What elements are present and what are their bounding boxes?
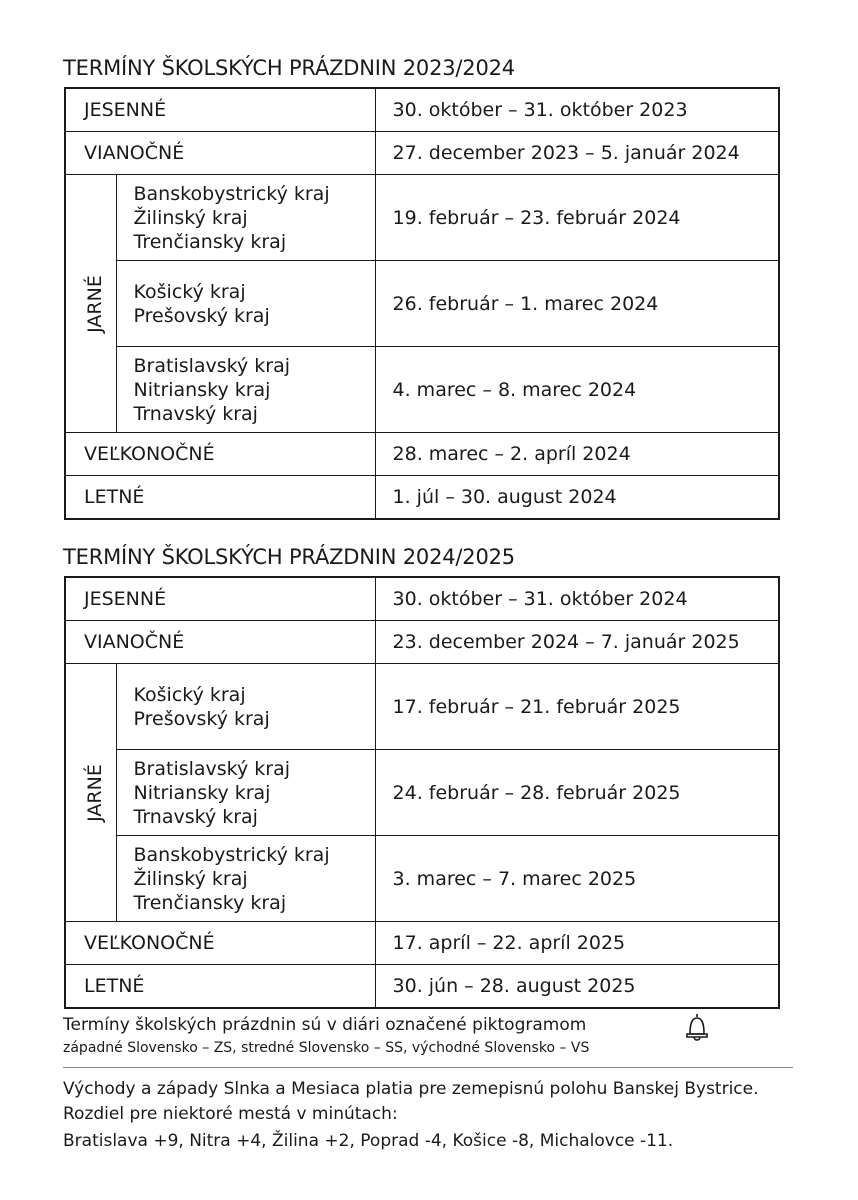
holiday-date: 28. marec – 2. apríl 2024	[375, 433, 779, 476]
table-row	[65, 132, 779, 175]
table-row	[65, 965, 779, 1009]
spring-label-cell	[65, 664, 116, 922]
region-name: Prešovský kraj	[133, 304, 270, 327]
region-name: Nitriansky kraj	[133, 378, 271, 401]
table-row	[65, 261, 779, 347]
region-cell	[116, 347, 375, 433]
holiday-date: 17. február – 21. február 2025	[375, 664, 779, 750]
holiday-label: LETNÉ	[65, 476, 375, 520]
spring-label: JARNÉ	[83, 274, 106, 333]
region-name: Trnavský kraj	[133, 805, 258, 828]
table-row	[65, 433, 779, 476]
table-row	[65, 577, 779, 621]
holiday-label: LETNÉ	[65, 965, 375, 1009]
region-name: Bratislavský kraj	[133, 757, 291, 780]
region-cell	[116, 175, 375, 261]
holiday-label: VEĽKONOČNÉ	[65, 922, 375, 965]
region-name: Trenčiansky kraj	[133, 230, 287, 253]
holiday-date: 30. október – 31. október 2023	[375, 88, 779, 132]
regions-note: západné Slovensko – ZS, stredné Slovensko – SS, východné Slovensko – VS	[63, 1040, 590, 1056]
region-cell	[116, 750, 375, 836]
bell-icon	[684, 1012, 710, 1044]
holiday-date: 19. február – 23. február 2024	[375, 175, 779, 261]
region-name: Žilinský kraj	[133, 867, 248, 890]
table-row	[65, 88, 779, 132]
holiday-table-2023	[64, 87, 780, 520]
region-name: Prešovský kraj	[133, 707, 270, 730]
holiday-label: JESENNÉ	[65, 577, 375, 621]
sun-moon-note: Východy a západy Slnka a Mesiaca platia pre zemepisnú polohu Banskej Bystrice.	[63, 1079, 759, 1099]
region-name: Trnavský kraj	[133, 402, 258, 425]
table-row	[65, 175, 779, 261]
holiday-date: 26. február – 1. marec 2024	[375, 261, 779, 347]
holiday-date: 4. marec – 8. marec 2024	[375, 347, 779, 433]
section-title-2024: TERMÍNY ŠKOLSKÝCH PRÁZDNIN 2024/2025	[63, 545, 515, 569]
holiday-label: VIANOČNÉ	[65, 621, 375, 664]
spring-label: JARNÉ	[83, 763, 106, 822]
region-name: Žilinský kraj	[133, 206, 248, 229]
pictogram-note: Termíny školských prázdnin sú v diári označené piktogramom	[63, 1015, 587, 1035]
region-name: Košický kraj	[133, 280, 246, 303]
table-row	[65, 750, 779, 836]
holiday-table-2024	[64, 576, 780, 1009]
table-row	[65, 922, 779, 965]
region-name: Banskobystrický kraj	[133, 182, 330, 205]
holiday-date: 1. júl – 30. august 2024	[375, 476, 779, 520]
holiday-label: VIANOČNÉ	[65, 132, 375, 175]
holiday-date: 30. jún – 28. august 2025	[375, 965, 779, 1009]
region-cell	[116, 836, 375, 922]
minutes-difference-label: Rozdiel pre niektoré mestá v minútach:	[63, 1104, 398, 1124]
table-row	[65, 836, 779, 922]
section-title-2023: TERMÍNY ŠKOLSKÝCH PRÁZDNIN 2023/2024	[63, 56, 515, 80]
region-name: Banskobystrický kraj	[133, 843, 330, 866]
region-name: Košický kraj	[133, 683, 246, 706]
divider	[63, 1067, 793, 1068]
table-row	[65, 347, 779, 433]
table-row	[65, 476, 779, 520]
holiday-date: 27. december 2023 – 5. január 2024	[375, 132, 779, 175]
region-cell	[116, 664, 375, 750]
region-name: Trenčiansky kraj	[133, 891, 287, 914]
table-row	[65, 664, 779, 750]
holiday-label: VEĽKONOČNÉ	[65, 433, 375, 476]
holiday-date: 30. október – 31. október 2024	[375, 577, 779, 621]
table-row	[65, 621, 779, 664]
holiday-date: 24. február – 28. február 2025	[375, 750, 779, 836]
holiday-date: 23. december 2024 – 7. január 2025	[375, 621, 779, 664]
holiday-date: 3. marec – 7. marec 2025	[375, 836, 779, 922]
holiday-label: JESENNÉ	[65, 88, 375, 132]
city-differences: Bratislava +9, Nitra +4, Žilina +2, Poprad -4, Košice -8, Michalovce -11.	[63, 1131, 674, 1151]
holiday-date: 17. apríl – 22. apríl 2025	[375, 922, 779, 965]
region-name: Nitriansky kraj	[133, 781, 271, 804]
region-name: Bratislavský kraj	[133, 354, 291, 377]
spring-label-cell	[65, 175, 116, 433]
region-cell	[116, 261, 375, 347]
